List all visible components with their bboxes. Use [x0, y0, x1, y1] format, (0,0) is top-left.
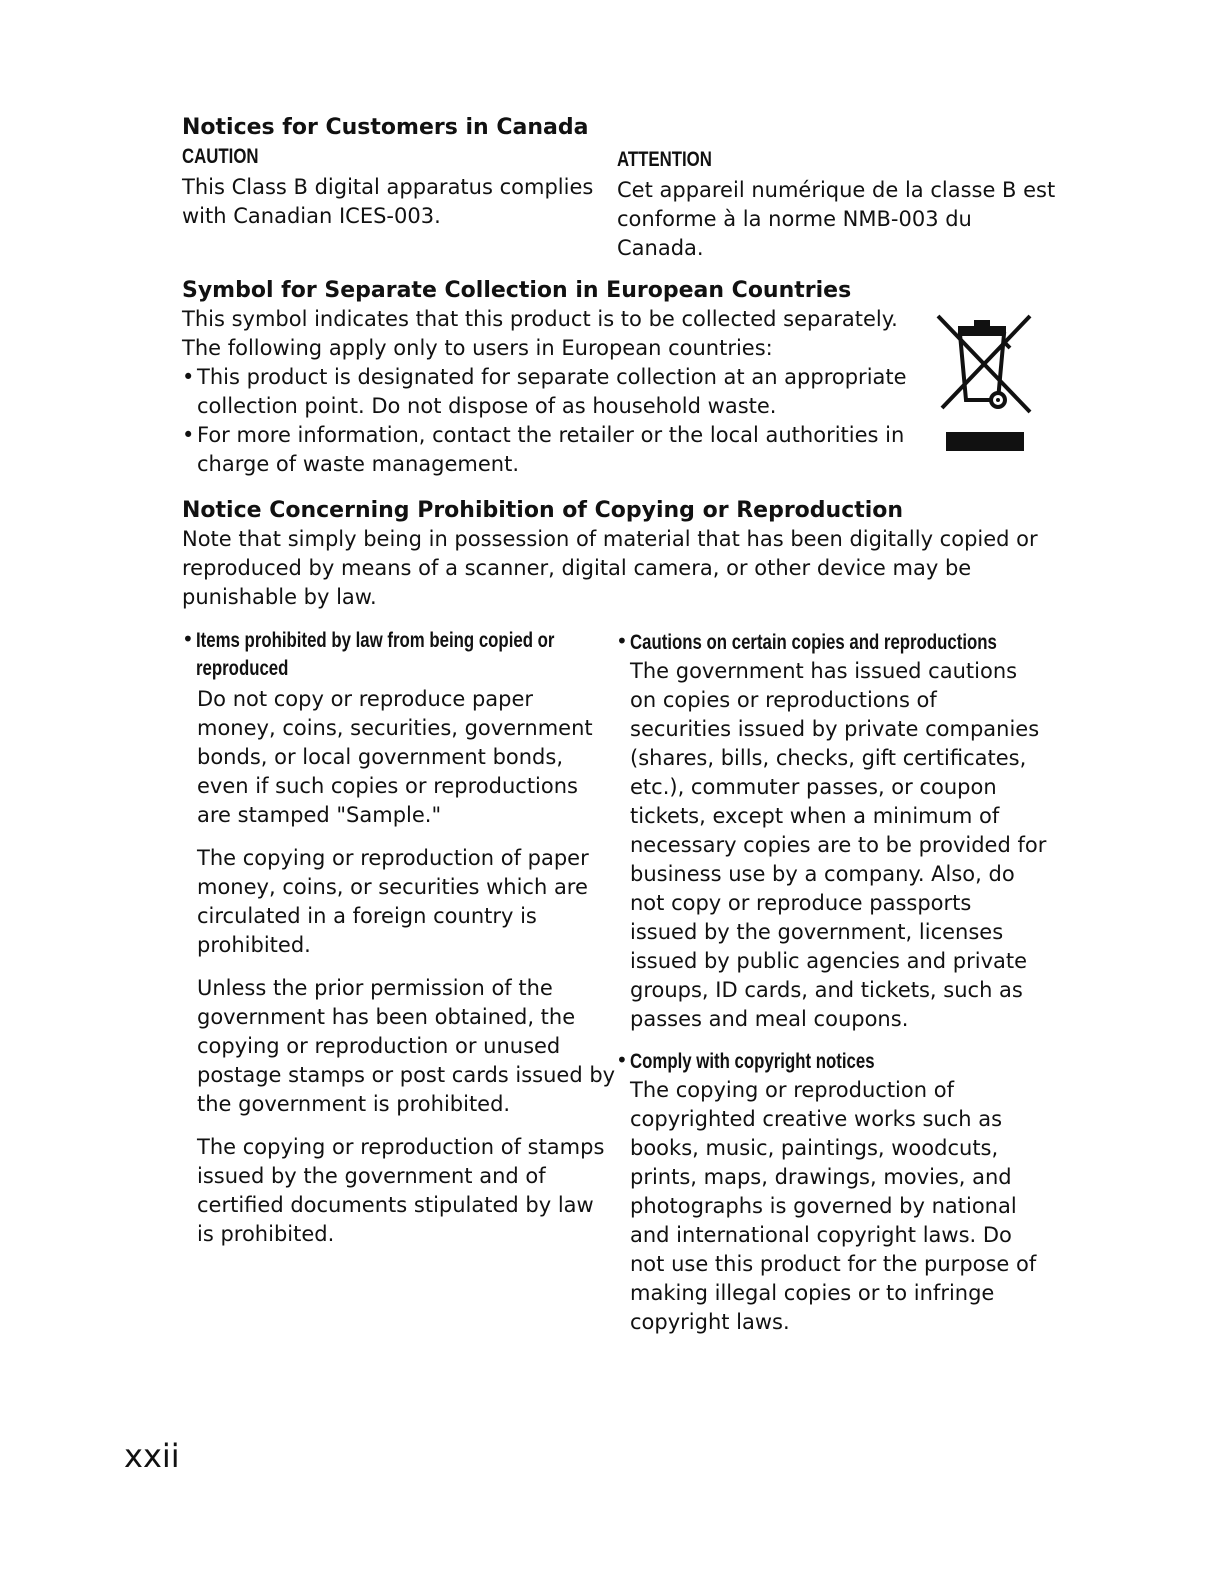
right-column: [616, 629, 1056, 1337]
copyright-line-8: making illegal copies or to infringe: [630, 1281, 995, 1305]
prohibited-paragraph-1: [182, 685, 602, 830]
prohibited-p3-line-4: postage stamps or post cards issued by: [197, 1063, 616, 1087]
europe-bullet-1-rest: collection point. Do not dispose of as household waste.: [197, 394, 777, 418]
copyright-line-5: photographs is governed by national: [630, 1194, 1017, 1218]
prohibited-p3-line-5: the government is prohibited.: [197, 1092, 511, 1116]
prohibited-p1-line-5: are stamped "Sample.": [197, 803, 442, 827]
attention-heading: ATTENTION: [617, 148, 712, 171]
copyright-line-1: The copying or reproduction of: [630, 1078, 954, 1102]
canada-title: Notices for Customers in Canada: [182, 115, 589, 140]
copyright-line-2: copyrighted creative works such as: [630, 1107, 1003, 1131]
left-column: [182, 627, 616, 1249]
cautions-line-6: tickets, except when a minimum of: [630, 804, 1000, 828]
copyright-line-3: books, music, paintings, woodcuts,: [630, 1136, 999, 1160]
copyright-line-9: copyright laws.: [630, 1310, 790, 1334]
copying-line-1: Note that simply being in possession of material that has been digitally copied or: [182, 527, 1038, 551]
cautions-heading: [616, 629, 1056, 657]
europe-bullet-2-rest: charge of waste management.: [197, 452, 519, 476]
copyright-heading: [616, 1048, 1056, 1076]
cautions-line-10: issued by the government, licenses: [630, 920, 1004, 944]
prohibited-p4-line-4: is prohibited.: [197, 1222, 335, 1246]
copying-section: [182, 497, 1042, 612]
prohibited-p4-line-3: certified documents stipulated by law: [197, 1193, 594, 1217]
prohibited-p2-line-1: The copying or reproduction of paper: [197, 846, 589, 870]
europe-bullet-1: [182, 363, 942, 421]
crossed-out-wheelie-bin-icon: [930, 312, 1036, 457]
cautions-line-5: etc.), commuter passes, or coupon: [630, 775, 997, 799]
caution-heading: CAUTION: [182, 145, 259, 168]
copyright-line-7: not use this product for the purpose of: [630, 1252, 1037, 1276]
copying-line-3: punishable by law.: [182, 585, 377, 609]
attention-line-2: conforme à la norme NMB-003 du: [617, 207, 972, 231]
prohibited-p4-line-2: issued by the government and of: [197, 1164, 546, 1188]
bullet-icon: •: [182, 627, 194, 651]
copying-line-2: reproduced by means of a scanner, digital camera, or other device may be: [182, 556, 972, 580]
prohibited-heading-line-2: reproduced: [196, 657, 289, 680]
caution-block: [182, 143, 592, 231]
europe-section: [182, 277, 942, 479]
caution-line-1: This Class B digital apparatus complies: [182, 175, 594, 199]
bullet-icon: •: [616, 1048, 628, 1072]
prohibited-p2-line-4: prohibited.: [197, 933, 311, 957]
prohibited-p3-line-2: government has been obtained, the: [197, 1005, 576, 1029]
copyright-line-4: prints, maps, drawings, movies, and: [630, 1165, 1012, 1189]
prohibited-p2-line-2: money, coins, or securities which are: [197, 875, 588, 899]
europe-line-1: This symbol indicates that this product is to be collected separately.: [182, 307, 898, 331]
bullet-icon: •: [182, 423, 195, 447]
copyright-heading-text: Comply with copyright notices: [630, 1050, 875, 1073]
prohibited-p1-line-1: Do not copy or reproduce paper: [197, 687, 534, 711]
cautions-line-11: issued by public agencies and private: [630, 949, 1028, 973]
attention-line-3: Canada.: [617, 236, 704, 260]
cautions-line-3: securities issued by private companies: [630, 717, 1040, 741]
copying-title: Notice Concerning Prohibition of Copying or Reproduction: [182, 498, 904, 523]
bullet-icon: •: [182, 365, 195, 389]
caution-line-2: with Canadian ICES-003.: [182, 204, 441, 228]
page-number: xxii: [124, 1437, 180, 1475]
prohibited-p1-line-3: bonds, or local government bonds,: [197, 745, 564, 769]
europe-title: Symbol for Separate Collection in European Countries: [182, 278, 852, 303]
weee-symbol: [930, 312, 1036, 457]
prohibited-paragraph-3: [182, 974, 616, 1119]
europe-bullet-2-first: For more information, contact the retailer or the local authorities in: [197, 423, 905, 447]
cautions-line-9: not copy or reproduce passports: [630, 891, 972, 915]
attention-line-1: Cet appareil numérique de la classe B est: [617, 178, 1056, 202]
prohibited-items-heading: [182, 627, 602, 683]
europe-line-2: The following apply only to users in European countries:: [182, 336, 773, 360]
prohibited-paragraph-4: [182, 1133, 605, 1249]
attention-block: [617, 146, 1057, 263]
cautions-line-4: (shares, bills, checks, gift certificates,: [630, 746, 1027, 770]
copyright-body: [616, 1076, 1056, 1337]
europe-bullet-1-first: This product is designated for separate collection at an appropriate: [197, 365, 907, 389]
cautions-line-13: passes and meal coupons.: [630, 1007, 909, 1031]
prohibited-p2-line-3: circulated in a foreign country is: [197, 904, 537, 928]
cautions-line-1: The government has issued cautions: [630, 659, 1018, 683]
copyright-line-6: and international copyright laws. Do: [630, 1223, 1012, 1247]
cautions-heading-text: Cautions on certain copies and reproductions: [630, 631, 997, 654]
bullet-icon: •: [616, 629, 628, 653]
canada-section: [182, 114, 588, 142]
cautions-line-2: on copies or reproductions of: [630, 688, 937, 712]
prohibited-heading-line-1: Items prohibited by law from being copied or: [196, 629, 555, 652]
prohibited-p3-line-3: copying or reproduction or unused: [197, 1034, 561, 1058]
prohibited-p4-line-1: The copying or reproduction of stamps: [197, 1135, 605, 1159]
cautions-line-8: business use by a company. Also, do: [630, 862, 1015, 886]
europe-bullet-2: [182, 421, 942, 479]
prohibited-p3-line-1: Unless the prior permission of the: [197, 976, 553, 1000]
cautions-line-12: groups, ID cards, and tickets, such as: [630, 978, 1023, 1002]
cautions-body: [616, 657, 1056, 1034]
prohibited-p1-line-4: even if such copies or reproductions: [197, 774, 578, 798]
cautions-line-7: necessary copies are to be provided for: [630, 833, 1047, 857]
prohibited-paragraph-2: [182, 844, 602, 960]
prohibited-p1-line-2: money, coins, securities, government: [197, 716, 593, 740]
